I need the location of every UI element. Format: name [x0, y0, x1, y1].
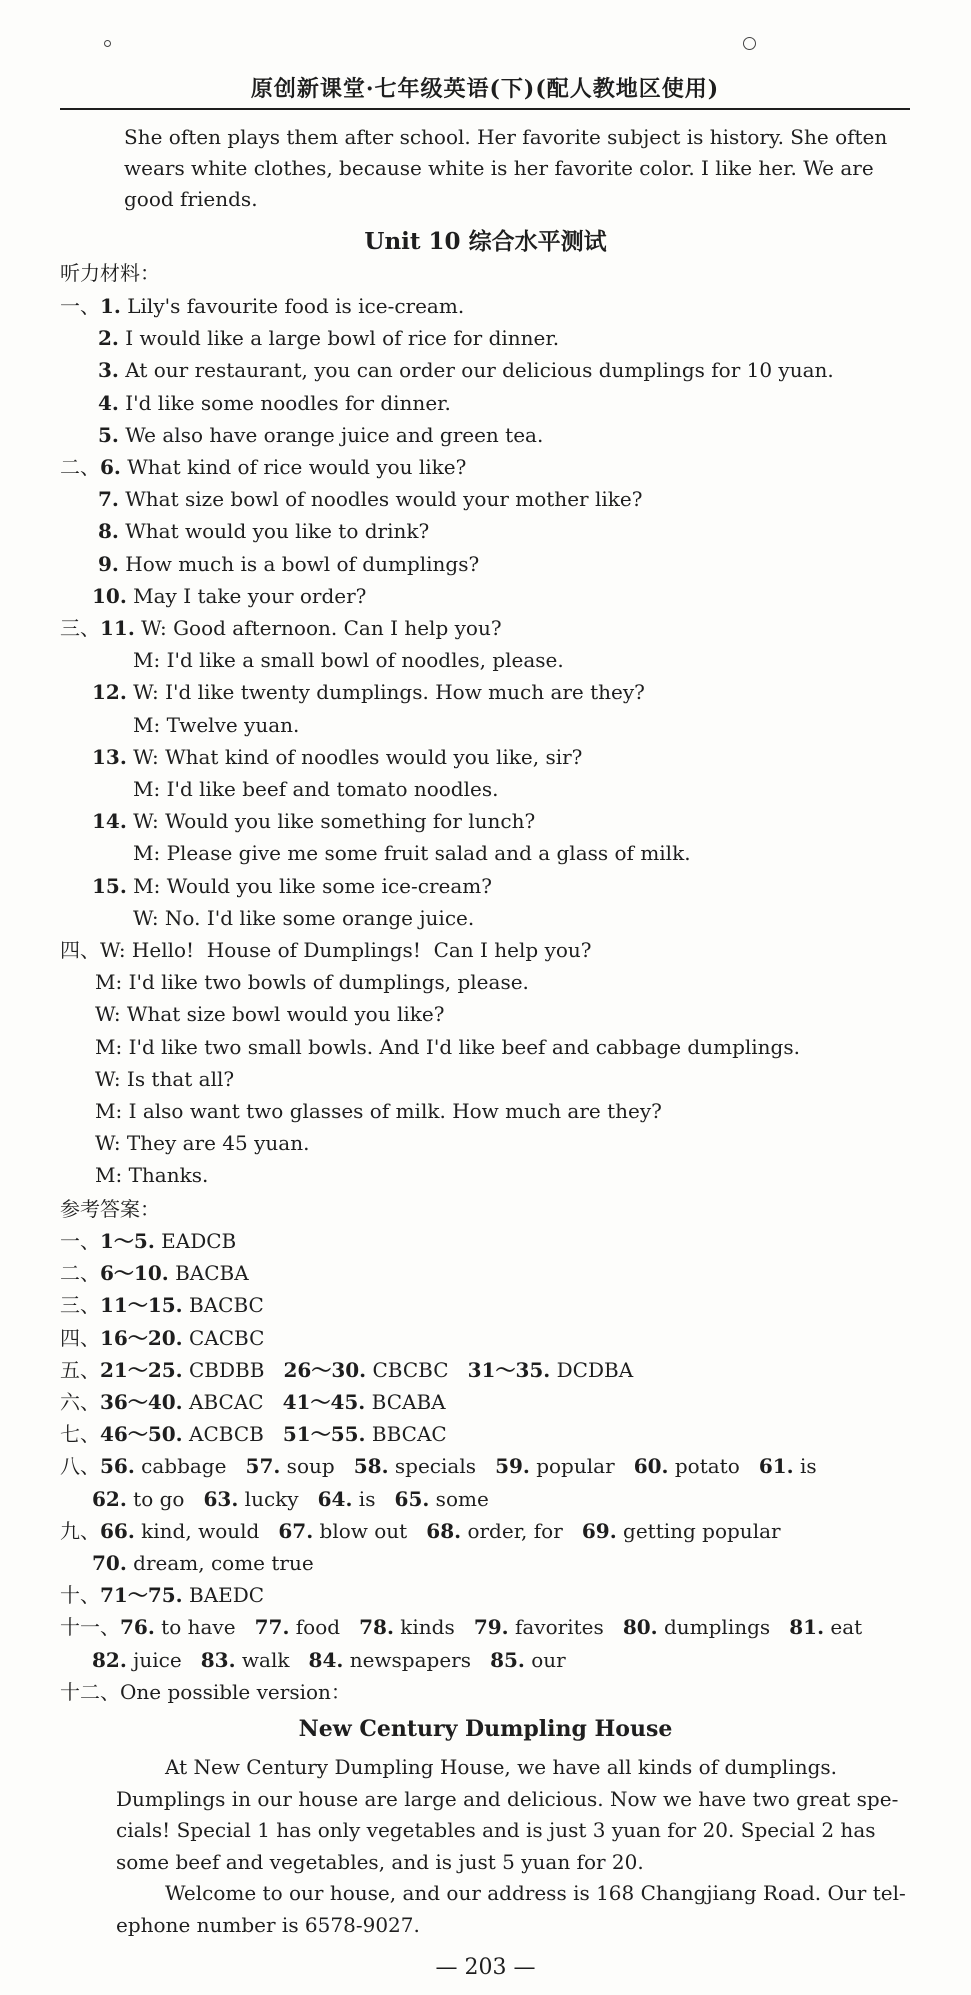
listening-text: I would like a large bowl of rice for dinner. [118, 326, 560, 351]
listening-text: What size bowl of noodles would your mother like? [118, 487, 643, 512]
answer-number: 80. [622, 1615, 658, 1640]
answer-number: 11～15. [100, 1293, 183, 1318]
answer-number: 83. [200, 1647, 236, 1672]
answer-number: 21～25. [100, 1357, 183, 1382]
answer-text: ABCAC [182, 1390, 283, 1414]
section-number: 一、 [60, 294, 100, 318]
answer-text: to have [154, 1615, 255, 1640]
listening-line [133, 713, 299, 737]
answer-line [60, 1454, 817, 1478]
listening-line [98, 487, 642, 511]
listening-text: W: What kind of noodles would you like, sir? [126, 744, 583, 769]
item-number: 13. [92, 744, 127, 769]
answer-number: 82. [92, 1647, 127, 1672]
listening-text: Lily's favourite food is ice-cream. [120, 294, 465, 318]
item-number: 7. [98, 487, 119, 512]
item-number: 6. [100, 455, 121, 479]
listening-text: What would you like to drink? [118, 519, 430, 544]
answer-text: 七、 [60, 1422, 100, 1447]
listening-text: What kind of rice would you like? [120, 455, 467, 479]
answer-text: kinds [393, 1615, 474, 1640]
answer-number: 1～5. [100, 1229, 155, 1253]
answer-text: lucky [238, 1486, 318, 1511]
listening-heading: 听力材料： [60, 261, 160, 285]
essay-line: cials! Special 1 has only vegetables and is just 3 yuan for 20. Special 2 has [116, 1818, 876, 1842]
answer-text: eat [824, 1615, 863, 1640]
listening-text: I'd like some noodles for dinner. [118, 390, 451, 415]
answer-text: our [524, 1647, 566, 1672]
listening-text: How much is a bowl of dumplings? [118, 551, 480, 576]
listening-line [92, 680, 645, 704]
answer-text: favorites [508, 1615, 623, 1640]
essay-line: At New Century Dumpling House, we have all kinds of dumplings. [165, 1755, 838, 1779]
item-number: 9. [98, 551, 119, 576]
answer-number: 63. [203, 1486, 239, 1511]
answer-number: 65. [394, 1486, 430, 1511]
answer-line [60, 1358, 633, 1382]
listening-text: We also have orange juice and green tea. [118, 422, 544, 447]
item-number: 10. [92, 583, 127, 608]
listening-line [98, 326, 559, 350]
answer-line [92, 1551, 314, 1575]
answer-number: 56. [100, 1454, 135, 1479]
listening-line [133, 648, 564, 672]
answer-text: CBDBB [182, 1357, 284, 1382]
listening-text: M: Would you like some ice-cream? [126, 873, 492, 898]
answer-text: 三、 [60, 1293, 100, 1318]
item-number: 1. [100, 294, 121, 318]
answer-number: 81. [789, 1615, 825, 1640]
listening-text: W: Good afternoon. Can I help you? [134, 616, 502, 640]
answer-number: 46～50. [100, 1422, 183, 1447]
answer-number: 66. [100, 1518, 135, 1543]
answer-text: dream, come true [126, 1551, 314, 1575]
answer-text: newspapers [343, 1647, 491, 1672]
answer-number: 70. [92, 1551, 127, 1575]
answer-text: dumplings [657, 1615, 790, 1640]
answer-text: 二、 [60, 1261, 100, 1286]
listening-text: W: I'd like twenty dumplings. How much are they? [126, 680, 645, 705]
answer-text: DCDBA [550, 1357, 634, 1382]
answer-text: 九、 [60, 1518, 100, 1543]
answer-number: 16～20. [100, 1325, 183, 1350]
answer-line [60, 1422, 447, 1446]
essay-line: ephone number is 6578-9027. [116, 1912, 420, 1937]
answer-number: 79. [473, 1615, 509, 1640]
answer-line [60, 1229, 236, 1253]
item-number: 4. [98, 390, 119, 415]
listening-text: May I take your order? [126, 583, 367, 608]
answer-line [60, 1390, 446, 1414]
answer-text: potato [668, 1454, 759, 1479]
listening-line [98, 358, 834, 382]
listening-line [95, 1131, 309, 1155]
answer-text: blow out [313, 1518, 427, 1543]
answer-number: 61. [758, 1454, 794, 1479]
answer-text: 十二、One possible version： [60, 1679, 351, 1704]
answer-number: 77. [254, 1615, 290, 1640]
answer-text: to go [126, 1486, 204, 1511]
listening-text: M: I'd like two small bowls. And I'd like beef and cabbage dumplings. [95, 1034, 800, 1059]
answer-number: 68. [426, 1518, 462, 1543]
answer-number: 59. [495, 1454, 530, 1479]
answer-text: is [793, 1454, 817, 1479]
intro-line: good friends. [124, 187, 258, 211]
item-number: 11. [100, 616, 135, 640]
top-right-mark [743, 37, 756, 50]
essay-line: Dumplings in our house are large and delicious. Now we have two great spe- [116, 1786, 899, 1811]
item-number: 5. [98, 422, 119, 447]
answer-text: is [352, 1486, 395, 1511]
answer-text: CACBC [182, 1325, 265, 1350]
listening-text: M: I'd like a small bowl of noodles, please. [133, 648, 564, 673]
page-header: 原创新课堂·七年级英语(下)(配人教地区使用) [250, 76, 720, 102]
answer-number: 57. [245, 1454, 281, 1479]
answer-text: BACBA [168, 1261, 249, 1286]
listening-line [60, 616, 502, 640]
listening-line [133, 841, 691, 865]
answer-line [60, 1615, 862, 1639]
item-number: 15. [92, 873, 127, 898]
intro-line: wears white clothes, because white is her favorite color. I like her. We are [124, 156, 874, 180]
section-number: 三、 [60, 616, 100, 640]
answer-number: 36～40. [100, 1390, 183, 1414]
listening-text: W: They are 45 yuan. [95, 1131, 310, 1156]
answer-text: kind, would [134, 1518, 279, 1543]
listening-text: M: Twelve yuan. [133, 712, 300, 737]
listening-text: M: I'd like two bowls of dumplings, please. [95, 970, 529, 995]
intro-line: She often plays them after school. Her favorite subject is history. She often [124, 125, 888, 149]
listening-line [95, 1099, 662, 1123]
answer-line [60, 1326, 264, 1350]
listening-text: W: Hello! House of Dumplings! Can I help you? [100, 938, 592, 962]
answer-number: 64. [317, 1486, 353, 1511]
answer-number: 69. [581, 1518, 617, 1543]
answer-line [92, 1487, 489, 1511]
answers-heading: 参考答案： [60, 1197, 160, 1221]
listening-line [60, 938, 592, 962]
listening-line [95, 1163, 208, 1187]
answer-line [60, 1583, 264, 1607]
answer-text: CBCBC [366, 1357, 468, 1382]
listening-line [92, 809, 535, 833]
answer-line [60, 1261, 249, 1285]
answer-text: 五、 [60, 1357, 100, 1382]
section-number: 二、 [60, 455, 100, 479]
item-number: 2. [98, 326, 119, 351]
listening-line [92, 874, 492, 898]
essay-title: New Century Dumpling House [298, 1716, 673, 1742]
answer-number: 60. [633, 1454, 669, 1479]
answer-text: popular [529, 1454, 634, 1479]
answer-number: 41～45. [282, 1390, 366, 1414]
answer-text: cabbage [134, 1454, 246, 1479]
answer-text: juice [126, 1647, 201, 1672]
listening-text: W: No. I'd like some orange juice. [133, 905, 475, 930]
answer-number: 84. [308, 1647, 344, 1672]
answer-text: 四、 [60, 1325, 100, 1350]
answer-text: specials [388, 1454, 496, 1479]
listening-line [92, 584, 366, 608]
essay-line: Welcome to our house, and our address is 168 Changjiang Road. Our tel- [165, 1881, 906, 1905]
listening-text: W: What size bowl would you like? [95, 1002, 445, 1027]
listening-line [95, 1067, 234, 1091]
listening-line [98, 552, 479, 576]
answer-text: soup [280, 1454, 354, 1479]
answer-text: BCABA [365, 1390, 446, 1414]
answer-number: 67. [278, 1518, 314, 1543]
essay-line: some beef and vegetables, and is just 5 yuan for 20. [116, 1849, 644, 1874]
answer-text: 十、 [60, 1583, 100, 1608]
answer-text: getting popular [616, 1518, 781, 1543]
answer-line [60, 1293, 264, 1317]
listening-line [60, 294, 464, 318]
answer-number: 26～30. [283, 1357, 367, 1382]
answer-text: 八、 [60, 1454, 100, 1479]
item-number: 8. [98, 519, 119, 544]
listening-line [98, 423, 543, 447]
answer-number: 51～55. [282, 1422, 366, 1447]
listening-text: M: Thanks. [95, 1163, 209, 1188]
answer-text: 一、 [60, 1229, 100, 1253]
answer-text: 十一、 [60, 1615, 120, 1640]
answer-text: food [289, 1615, 360, 1640]
answer-text: 六、 [60, 1390, 100, 1414]
answer-line [92, 1648, 566, 1672]
listening-text: W: Is that all? [95, 1066, 235, 1091]
answer-text: EADCB [154, 1229, 237, 1253]
listening-text: M: I'd like beef and tomato noodles. [133, 777, 499, 801]
top-left-mark [104, 40, 111, 47]
listening-text: W: Would you like something for lunch? [126, 809, 536, 834]
answer-number: 76. [120, 1615, 155, 1640]
answer-text: BAEDC [182, 1583, 265, 1608]
answer-number: 58. [353, 1454, 389, 1479]
answer-line [60, 1519, 781, 1543]
answer-text: ACBCB [182, 1422, 283, 1447]
answer-text: BACBC [182, 1293, 264, 1318]
answer-number: 78. [359, 1615, 394, 1640]
listening-line [95, 970, 529, 994]
listening-line [133, 906, 474, 930]
item-number: 3. [98, 358, 119, 383]
listening-line [95, 1035, 800, 1059]
answer-number: 85. [490, 1647, 525, 1672]
answer-text: walk [235, 1647, 309, 1672]
listening-line [60, 455, 466, 479]
item-number: 12. [92, 680, 127, 705]
section-number: 四、 [60, 938, 100, 962]
item-number: 14. [92, 809, 127, 834]
listening-text: At our restaurant, you can order our delicious dumplings for 10 yuan. [118, 358, 834, 383]
listening-line [92, 745, 582, 769]
answer-number: 6～10. [100, 1261, 169, 1286]
listening-text: M: I also want two glasses of milk. How much are they? [95, 1099, 662, 1123]
header-rule [60, 108, 910, 110]
page-number: — 203 — [435, 1955, 536, 1980]
answer-number: 31～35. [467, 1357, 551, 1382]
answer-text: BBCAC [365, 1422, 447, 1447]
listening-line [95, 1002, 444, 1026]
unit-title: Unit 10 综合水平测试 [364, 228, 607, 255]
answer-line [60, 1680, 351, 1704]
listening-text: M: Please give me some fruit salad and a glass of milk. [133, 841, 691, 866]
listening-line [98, 519, 429, 543]
answer-number: 62. [92, 1486, 127, 1511]
answer-number: 71～75. [100, 1583, 183, 1608]
listening-line [98, 391, 451, 415]
answer-text: some [429, 1486, 489, 1511]
listening-line [133, 777, 498, 801]
answer-text: order, for [461, 1518, 582, 1543]
